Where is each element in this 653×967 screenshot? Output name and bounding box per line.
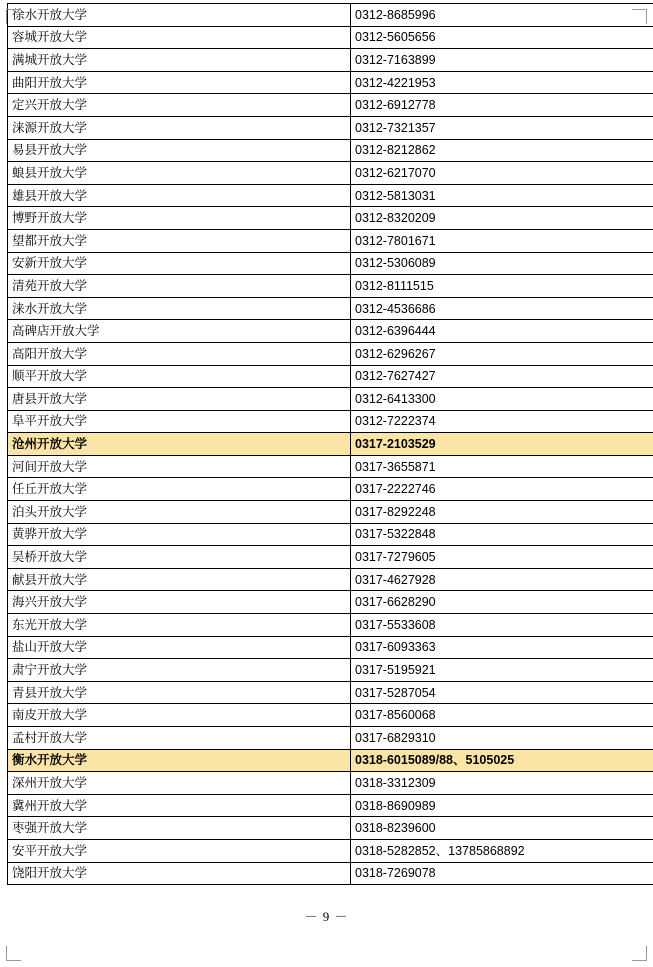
cell-institution-name: 肃宁开放大学: [8, 659, 351, 682]
cell-phone-number: 0312-8320209: [351, 207, 653, 230]
cell-phone-number: 0317-5322848: [351, 523, 653, 546]
table-row: [8, 523, 653, 546]
cell-phone-number: 0318-7269078: [351, 862, 653, 885]
table-row: [8, 4, 653, 27]
cell-phone-number: 0317-5287054: [351, 681, 653, 704]
table-row: [8, 455, 653, 478]
cell-phone-number: 0312-8212862: [351, 139, 653, 162]
table-row: [8, 839, 653, 862]
contact-table: [7, 3, 653, 885]
cell-phone-number: 0312-7321357: [351, 116, 653, 139]
cell-institution-name: 献县开放大学: [8, 568, 351, 591]
cell-phone-number: 0317-5195921: [351, 659, 653, 682]
table-row: [8, 591, 653, 614]
cell-phone-number: 0317-6829310: [351, 727, 653, 750]
cell-institution-name: 望都开放大学: [8, 229, 351, 252]
cell-institution-name: 定兴开放大学: [8, 94, 351, 117]
cell-institution-name: 冀州开放大学: [8, 794, 351, 817]
cell-institution-name: 涞源开放大学: [8, 116, 351, 139]
cell-institution-name: 博野开放大学: [8, 207, 351, 230]
cell-institution-name: 任丘开放大学: [8, 478, 351, 501]
cell-institution-name: 东光开放大学: [8, 614, 351, 637]
cell-institution-name: 河间开放大学: [8, 455, 351, 478]
cell-institution-name: 黄骅开放大学: [8, 523, 351, 546]
crop-mark-top-right: [632, 9, 647, 24]
cell-phone-number: 0317-7279605: [351, 546, 653, 569]
cell-phone-number: 0312-6396444: [351, 320, 653, 343]
table-row: [8, 116, 653, 139]
cell-phone-number: 0312-7163899: [351, 49, 653, 72]
table-row: [8, 568, 653, 591]
table-row: [8, 501, 653, 524]
table-row: [8, 365, 653, 388]
cell-phone-number: 0312-8111515: [351, 275, 653, 298]
cell-institution-name: 深州开放大学: [8, 772, 351, 795]
table-row: [8, 297, 653, 320]
cell-phone-number: 0312-6413300: [351, 388, 653, 411]
table-row: [8, 207, 653, 230]
table-row: [8, 614, 653, 637]
table-row: [8, 636, 653, 659]
table-row: [8, 162, 653, 185]
table-row: [8, 681, 653, 704]
cell-institution-name: 安新开放大学: [8, 252, 351, 275]
cell-institution-name: 唐县开放大学: [8, 388, 351, 411]
cell-phone-number: 0312-8685996: [351, 4, 653, 27]
cell-institution-name: 徐水开放大学: [8, 4, 351, 27]
table-row: [8, 817, 653, 840]
table-row: [8, 342, 653, 365]
table-row: [8, 862, 653, 885]
table-row: [8, 794, 653, 817]
cell-phone-number: 0318-6015089/88、5105025: [351, 749, 653, 772]
cell-phone-number: 0317-5533608: [351, 614, 653, 637]
cell-institution-name: 饶阳开放大学: [8, 862, 351, 885]
cell-institution-name: 清苑开放大学: [8, 275, 351, 298]
cell-phone-number: 0317-3655871: [351, 455, 653, 478]
table-row: [8, 727, 653, 750]
table-row: [8, 659, 653, 682]
table-row: [8, 749, 653, 772]
cell-phone-number: 0312-6912778: [351, 94, 653, 117]
cell-institution-name: 海兴开放大学: [8, 591, 351, 614]
cell-phone-number: 0317-4627928: [351, 568, 653, 591]
cell-institution-name: 蜋县开放大学: [8, 162, 351, 185]
cell-institution-name: 沧州开放大学: [8, 433, 351, 456]
cell-institution-name: 涞水开放大学: [8, 297, 351, 320]
table-row: [8, 275, 653, 298]
cell-institution-name: 雄县开放大学: [8, 184, 351, 207]
table-row: [8, 71, 653, 94]
document-page: [0, 3, 653, 967]
table-row: [8, 388, 653, 411]
cell-institution-name: 顺平开放大学: [8, 365, 351, 388]
table-row: [8, 410, 653, 433]
table-row: [8, 478, 653, 501]
cell-institution-name: 安平开放大学: [8, 839, 351, 862]
table-row: [8, 49, 653, 72]
crop-mark-bottom-right: [632, 946, 647, 961]
cell-phone-number: 0312-5605656: [351, 26, 653, 49]
cell-phone-number: 0312-7627427: [351, 365, 653, 388]
crop-mark-bottom-left: [6, 946, 21, 961]
crop-mark-top-left: [6, 9, 21, 24]
cell-phone-number: 0312-4221953: [351, 71, 653, 94]
cell-institution-name: 孟村开放大学: [8, 727, 351, 750]
cell-institution-name: 满城开放大学: [8, 49, 351, 72]
cell-phone-number: 0312-7222374: [351, 410, 653, 433]
cell-phone-number: 0317-8560068: [351, 704, 653, 727]
table-body: [8, 4, 653, 885]
cell-institution-name: 盐山开放大学: [8, 636, 351, 659]
cell-institution-name: 曲阳开放大学: [8, 71, 351, 94]
cell-phone-number: 0318-5282852、13785868892: [351, 839, 653, 862]
table-row: [8, 320, 653, 343]
table-row: [8, 94, 653, 117]
table-row: [8, 26, 653, 49]
cell-institution-name: 青县开放大学: [8, 681, 351, 704]
table-row: [8, 139, 653, 162]
cell-phone-number: 0312-7801671: [351, 229, 653, 252]
cell-phone-number: 0317-2222746: [351, 478, 653, 501]
cell-institution-name: 高阳开放大学: [8, 342, 351, 365]
table-row: [8, 546, 653, 569]
cell-institution-name: 高碑店开放大学: [8, 320, 351, 343]
page-number: － 9 －: [0, 906, 653, 925]
cell-phone-number: 0318-3312309: [351, 772, 653, 795]
cell-phone-number: 0317-8292248: [351, 501, 653, 524]
table-row: [8, 229, 653, 252]
cell-phone-number: 0312-4536686: [351, 297, 653, 320]
cell-institution-name: 南皮开放大学: [8, 704, 351, 727]
cell-institution-name: 吴桥开放大学: [8, 546, 351, 569]
cell-phone-number: 0318-8239600: [351, 817, 653, 840]
cell-institution-name: 容城开放大学: [8, 26, 351, 49]
cell-institution-name: 枣强开放大学: [8, 817, 351, 840]
cell-phone-number: 0312-6217070: [351, 162, 653, 185]
cell-institution-name: 衡水开放大学: [8, 749, 351, 772]
table-row: [8, 772, 653, 795]
cell-phone-number: 0317-6093363: [351, 636, 653, 659]
cell-phone-number: 0312-5813031: [351, 184, 653, 207]
table-row: [8, 252, 653, 275]
cell-institution-name: 阜平开放大学: [8, 410, 351, 433]
cell-institution-name: 易县开放大学: [8, 139, 351, 162]
table-row: [8, 433, 653, 456]
table-row: [8, 184, 653, 207]
cell-phone-number: 0317-2103529: [351, 433, 653, 456]
table-row: [8, 704, 653, 727]
cell-phone-number: 0312-6296267: [351, 342, 653, 365]
cell-institution-name: 泊头开放大学: [8, 501, 351, 524]
cell-phone-number: 0312-5306089: [351, 252, 653, 275]
cell-phone-number: 0318-8690989: [351, 794, 653, 817]
cell-phone-number: 0317-6628290: [351, 591, 653, 614]
